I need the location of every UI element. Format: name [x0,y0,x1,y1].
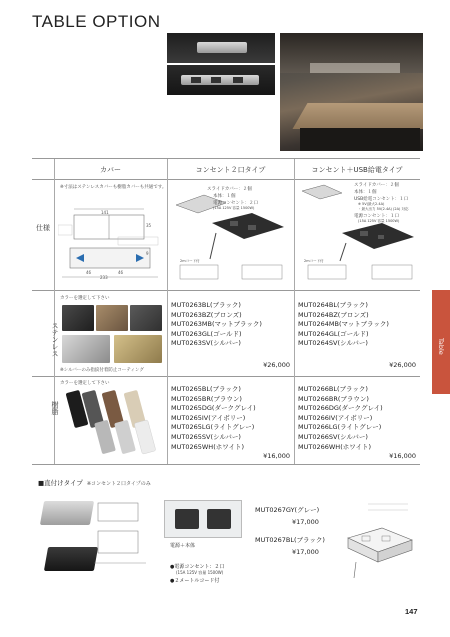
resin-usb-price: ¥16,000 [389,452,416,460]
product-item: MUT0266SV(シルバー) [298,432,368,441]
resin-two-price: ¥16,000 [263,452,290,460]
row-header-stainless: ステンレス [51,321,59,357]
surface-mount-heading: ■直付けタイプ ※コンセント２口タイプのみ [38,479,151,487]
product-item: MUT0265BR(ブラウン) [171,394,242,403]
hero-photo-outlet-closed [167,33,275,63]
surface-unit-iso-drawing [338,498,418,594]
surface-gray-model: MUT0267GY(グレー) [255,506,320,514]
product-item: MUT0266BL(ブラック) [298,385,368,393]
spec-usb-port: USB給電コンセント：１口 [354,197,409,202]
spec-usb-rating: (15A 125V 容量 1500W) [358,219,400,223]
page-title: TABLE OPTION [32,12,161,31]
cover-dimension-drawing [58,193,164,289]
product-item: MUT0265WH(ホワイト) [171,442,245,451]
row-header-resin: 樹脂 [51,401,59,415]
dim-233: 233 [100,275,108,280]
swatch-stainless-silver [62,335,110,363]
swatch-stainless-bronze [96,305,128,331]
product-item: MUT0266WH(ホワイト) [298,442,372,451]
surface-unit-label: 電源＋本体 [170,543,196,549]
resin-color-note: カラーを選定して下さい [60,381,110,386]
product-item: MUT0266LG(ライトグレー) [298,423,382,432]
swatch-stainless-gold [114,335,162,363]
surface-black-price: ¥17,000 [292,548,319,556]
resin-usb-list [298,385,383,452]
product-item: MUT0263BL(ブラック) [171,301,241,309]
hero-photo-outlet-open [167,65,275,95]
stainless-usb-price: ¥26,000 [389,361,416,369]
product-item: MUT0265LG(ライトグレー) [171,423,255,432]
spec-two-rating: (15A 125V 容量 1500W) [213,206,255,210]
stainless-color-note: カラーを選定して下さい [60,296,110,301]
surface-mount-subnote: ※コンセント２口タイプのみ [86,481,151,487]
product-item: MUT0265DG(ダークグレイ) [171,404,256,413]
product-item: MUT0264BZ(ブロンズ) [298,310,369,319]
column-header-cover: カバー [100,166,121,174]
surface-black-model: MUT0267BL(ブラック) [255,536,325,544]
swatch-stainless-black [62,305,94,331]
surface-rating: (15A 125V 容量 1500W) [176,570,224,575]
spec-two-outlet: 電源コンセント：２口 [213,201,258,206]
product-item: MUT0266BR(ブラウン) [298,394,369,403]
dim-46b: 46 [118,270,124,275]
product-item: MUT0265BL(ブラック) [171,385,241,393]
product-item: MUT0266DG(ダークグレイ) [298,404,383,413]
product-item: MUT0263MB(マットブラック) [171,320,262,329]
spec-usb-slide-cover: スライドカバー：２個 [354,183,399,188]
stainless-coating-note: ※シルバーのみ指紋付着防止コーティング [60,368,144,373]
product-item: MUT0263GL(ゴールド) [171,329,242,338]
option-table [32,158,420,465]
spec-usb-outlet: 電源コンセント：１口 [354,214,399,219]
product-item: MUT0263SV(シルバー) [171,339,241,348]
spec-usb-unit: 本体：１個 [354,190,377,195]
side-tab-table[interactable] [432,290,450,394]
product-item: MUT0265IV(アイボリー) [171,413,246,422]
surface-gray-price: ¥17,000 [292,518,319,526]
dim-9: 9 [146,251,149,256]
swatch-stainless-matte-black [130,305,162,331]
spec-usb-cord: 2mコード付 [304,259,324,263]
product-item: MUT0264BL(ブラック) [298,301,368,309]
spec-two-slide-cover: スライドカバー：２個 [207,187,252,192]
product-item: MUT0264MB(マットブラック) [298,320,389,329]
spec-usb-note2: ・最大出力 5V(2.4A) (2A) 対応 [358,207,409,211]
surface-cord: ●２メートルコード付 [170,578,220,584]
column-header-two-outlet: コンセント２口タイプ [195,166,266,174]
product-item: MUT0263BZ(ブロンズ) [171,310,242,319]
product-item: MUT0264SV(シルバー) [298,339,368,348]
resin-two-list [171,385,256,452]
product-item: MUT0266IV(アイボリー) [298,413,373,422]
page-number: 147 [405,607,418,616]
row-header-spec: 仕様 [36,224,50,232]
side-tab-label: Table [437,338,445,355]
surface-unit-drawing [90,493,154,579]
dim-141: 141 [101,210,109,215]
spec-two-unit: 本体：１個 [213,194,236,199]
resin-swatches [58,387,164,461]
stainless-two-list [171,301,262,349]
hero-photo-conference-room [280,33,423,151]
product-item: MUT0264GL(ゴールド) [298,329,369,338]
dim-46a: 46 [86,270,92,275]
surface-unit-outlet-photo [164,500,242,538]
product-item: MUT0265SV(シルバー) [171,432,241,441]
spec-usb-note1: ※ 5V(最大2.4A) [358,202,385,206]
column-header-usb: コンセント＋USB給電タイプ [311,166,403,174]
stainless-two-price: ¥26,000 [263,361,290,369]
surface-outlet-spec: ●電源コンセント：２口 [170,564,225,570]
stainless-usb-list [298,301,389,349]
spec-note: ※寸法はステンレスカバーも樹脂カバーも共通です。 [60,185,167,190]
dim-35: 35 [146,223,152,228]
spec-two-cord: 2mコード付 [180,259,200,263]
